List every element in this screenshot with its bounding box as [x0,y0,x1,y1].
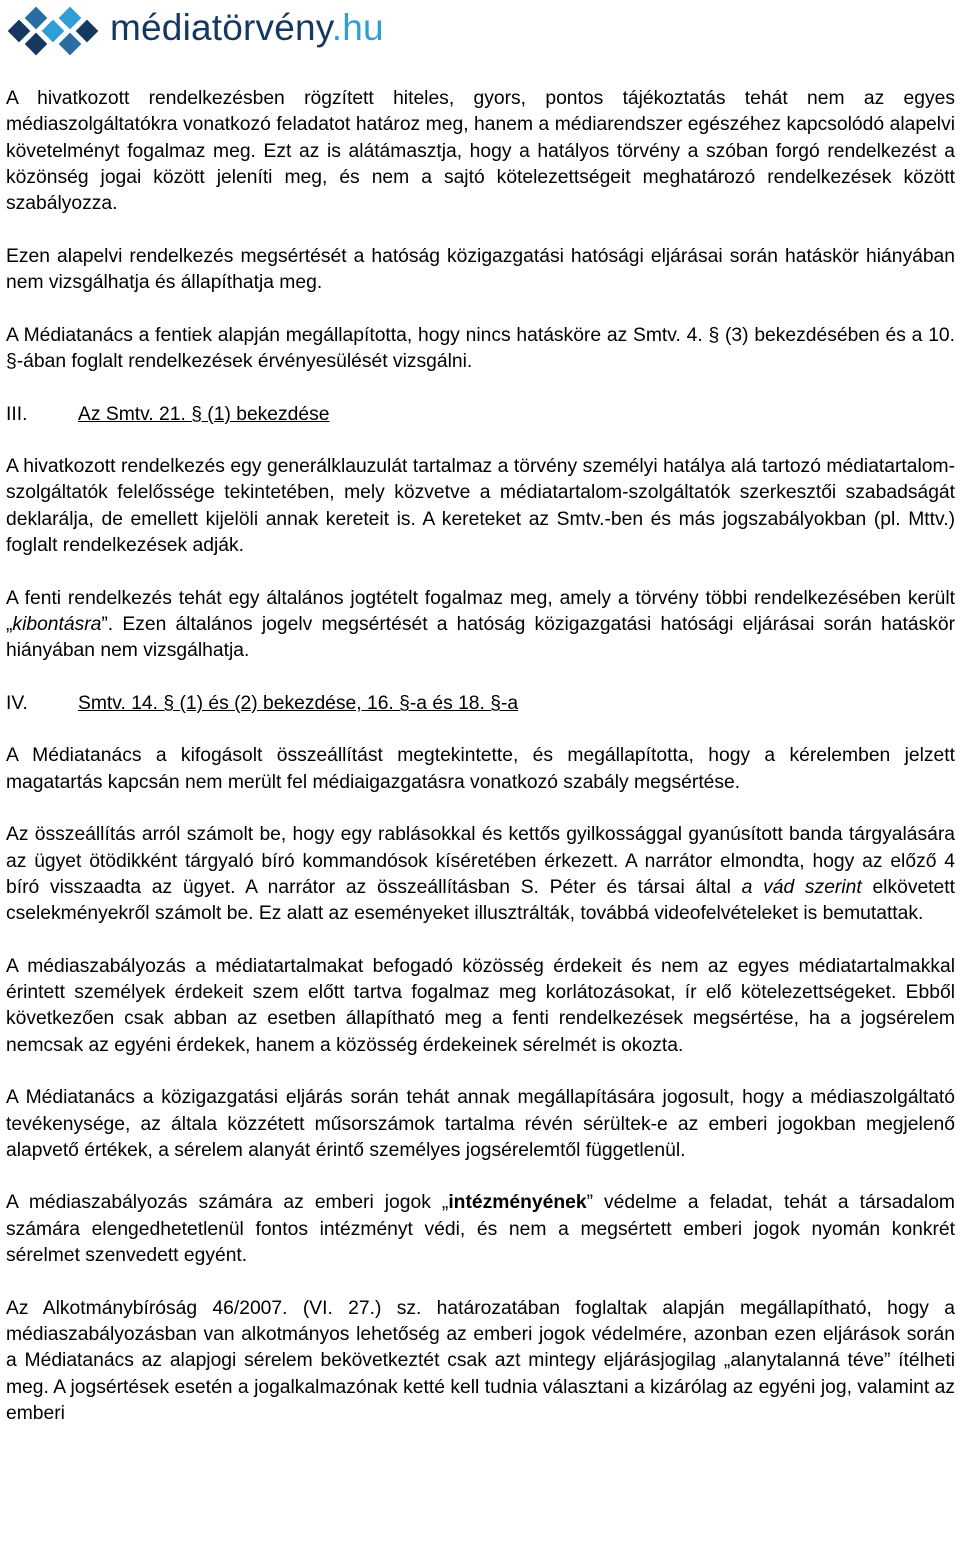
italic-term: a vád szerint [741,876,862,898]
section-3-paragraph-1: A hivatkozott rendelkezés egy generálklauzulát tartalmaz a törvény személyi hatálya alá tartozó médiatartalom-szolgáltatók felelőssége tekintetében, mely közvetve a médiatartalom-szolgáltatók szerkesztői szabadságát deklarálja, de emellett kijelöli annak kereteit is. A kereteket az Smtv.-ben és más jogszabályokban (pl. Mttv.) foglalt rendelkezések adják. [6,456,955,557]
section-4-paragraph-6: Az Alkotmánybíróság 46/2007. (VI. 27.) sz. határozatában foglaltak alapján megállapítható, hogy a médiaszabályozásban van alkotmányos lehetőség az emberi jogok védelmére, azonban ezen eljárások során a Médiatanács az alapjogi sérelem bekövetkeztét csak azt mintegy eljárásjogilag „alanytalanná téve” ítélheti meg. A jogsértések esetén a jogalkalmazónak ketté kell tudnia választani a kizárólag az egyéni jog, valamint az emberi [6,1297,955,1424]
section-3-number: III. [6,403,28,425]
section-4-paragraph-3: A médiaszabályozás a médiatartalmakat befogadó közösség érdekeit és nem az egyes médiatartalmakkal érintett személyek érdekeit szem előtt tartva fogalmaz meg korlátozásokat, ír elő kötelezettségeket. Ebből következően csak abban az esetben állapítható meg a fenti rendelkezések megsértése, ha a jogsérelem nemcsak az egyéni érdekek, hanem a közösség érdekeinek sérelmét is okozta. [6,955,955,1056]
logo-text-main: médiatörvény [110,7,332,48]
section-3-paragraph-2 [6,586,955,665]
logo-text [110,7,384,49]
site-logo[interactable] [2,0,384,62]
paragraph-intro-1: A hivatkozott rendelkezésben rögzített hiteles, gyors, pontos tájékoztatás tehát nem az egyes médiaszolgáltatókra vonatkozó feladatot határoz meg, hanem a médiarendszer egészéhez kapcsolódó alapelvi követelményt fogalmaz meg. Ezt az is alátámasztja, hogy a hatályos törvény a szóban forgó rendelkezést a közönség jogai között jeleníti meg, és nem a sajtó kötelezettségeit meghatározó rendelkezések között szabályozza. [6,88,955,215]
section-4-number: IV. [6,692,28,714]
diamond-cluster-icon [2,0,106,62]
paragraph-intro-3: A Médiatanács a fentiek alapján megállapította, hogy nincs hatásköre az Smtv. 4. § (3) bekezdésében és a 10. §-ában foglalt rendelkezések érvényesülését vizsgálni. [6,324,955,372]
bold-term: intézményének [448,1192,587,1214]
paragraph-intro-2: Ezen alapelvi rendelkezés megsértését a hatóság közigazgatási hatósági eljárásai során hatáskör hiányában nem vizsgálhatja és állapíthatja meg. [6,245,955,294]
section-4-paragraph-2 [6,822,955,927]
section-3-title: Az Smtv. 21. § (1) bekezdése [78,403,330,425]
section-3-heading [6,402,955,428]
section-4-title: Smtv. 14. § (1) és (2) bekezdése, 16. §-a és 18. §-a [78,692,519,714]
text-run: elkövetett cselekményekről számolt be. Ez alatt az eseményeket illusztrálták, továbbá videofelvételeket is bemutattak. [6,876,955,925]
text-run: A fenti rendelkezés tehát egy általános jogtételt fogalmaz meg, amely a törvény többi rendelkezésében került „ [6,587,955,635]
section-4-paragraph-1: A Médiatanács a kifogásolt összeállítást megtekintette, és megállapította, hogy a kérelemben jelzett magatartás kapcsán nem merült fel médiaigazgatásra vonatkozó szabály megsértése. [6,745,955,793]
text-run: Az összeállítás arról számolt be, hogy egy rablásokkal és kettős gyilkossággal gyanúsított banda tárgyalására az ügyet ötödikként tárgyaló bíró kommandósok kíséretében érkezett. A narrátor elmondta, hogy az előző 4 bíró visszaadta az ügyet. A narrátor az összeállításban S. Péter és társai által [6,824,955,898]
italic-term: kibontásra [12,613,102,635]
section-4-heading [6,691,955,717]
document-body [6,86,955,1427]
logo-text-domain: .hu [331,7,384,48]
text-run: ”. Ezen általános jogelv megsértését a hatóság közigazgatási hatósági eljárásai során hatáskör hiányában nem vizsgálhatja. [6,613,955,662]
section-4-paragraph-5 [6,1190,955,1269]
text-run: ” védelme a feladat, tehát a társadalom számára elengedhetetlenül fontos intézményt védi, és nem a megsértett emberi jogok nyomán konkrét sérelmet szenvedett egyént. [6,1192,955,1267]
section-4-paragraph-4: A Médiatanács a közigazgatási eljárás során tehát annak megállapítására jogosult, hogy a médiaszolgáltató tevékenysége, az általa közzétett műsorszámok tartalma révén sérültek-e az emberi jogokban megjelenő alapvető értékek, a sérelem alanyát érintő személyes jogsérelemtől függetlenül. [6,1087,955,1161]
text-run: A médiaszabályozás számára az emberi jogok „ [6,1192,449,1214]
